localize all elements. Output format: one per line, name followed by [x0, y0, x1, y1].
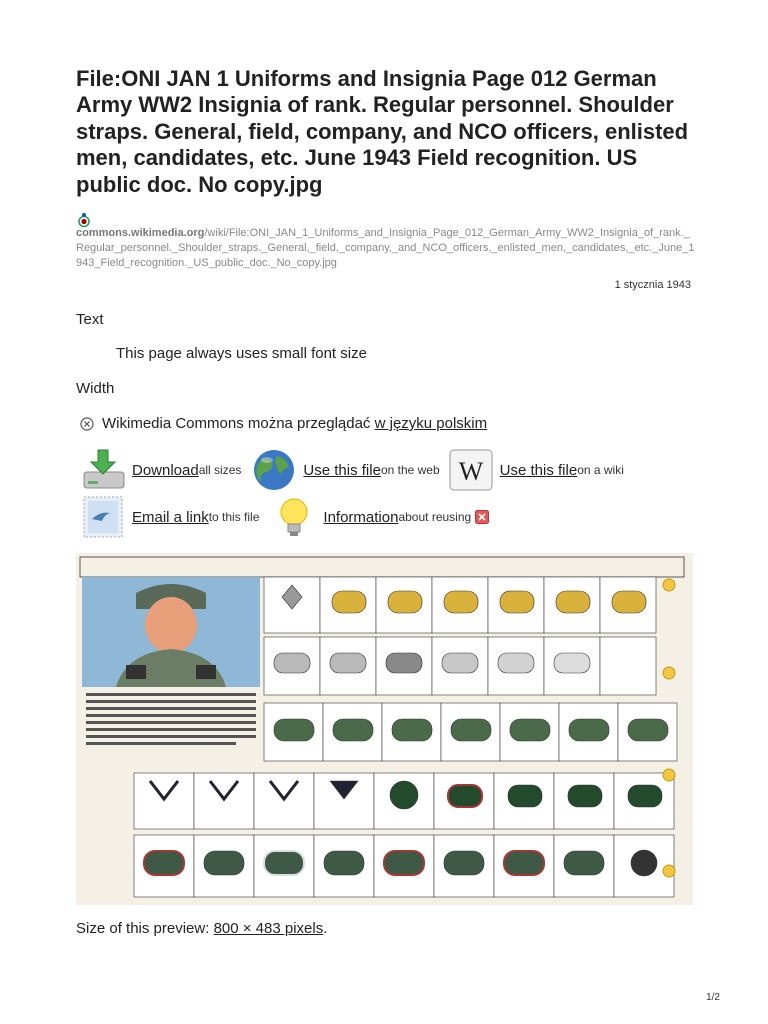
info-sub: about reusing: [398, 510, 472, 524]
enlisted-men-row: [134, 773, 674, 829]
use-wiki-tool[interactable]: [448, 448, 624, 492]
soldier-illustration: [82, 577, 260, 687]
globe-icon: [251, 448, 297, 492]
use-web-sub: on the web: [380, 463, 440, 477]
close-circle-icon[interactable]: [80, 417, 94, 431]
page-title: File:ONI JAN 1 Uniforms and Insignia Page 012 German Army WW2 Insignia of rank. Regular personnel. Shoulder straps. General, field, company, and NCO officers, enlisted men, candidates, etc. June 1943 Field recognition. US public doc. No copy.jpg: [76, 66, 689, 197]
lightbulb-icon: [271, 495, 317, 539]
tools-row-2: [80, 495, 489, 539]
use-web-link[interactable]: Use this file: [303, 461, 381, 479]
email-link[interactable]: Email a link: [132, 508, 209, 526]
download-link[interactable]: Download: [132, 461, 199, 479]
download-sub: all sizes: [198, 463, 242, 477]
wikipedia-w-icon: [448, 448, 494, 492]
header-band: [80, 557, 684, 577]
language-link[interactable]: w języku polskim: [374, 415, 488, 432]
info-tool[interactable]: [271, 495, 489, 539]
language-notice-text: Wikimedia Commons można przeglądać: [102, 415, 371, 432]
download-drive-icon: [80, 448, 126, 492]
use-wiki-sub: on a wiki: [577, 463, 624, 477]
nco-row: [264, 703, 677, 761]
use-web-tool[interactable]: [251, 448, 439, 492]
source-url[interactable]: [76, 226, 696, 271]
preview-size-link[interactable]: 800 × 483 pixels: [213, 920, 324, 937]
text-label: Text: [76, 311, 104, 328]
stamp-envelope-icon: [80, 495, 126, 539]
email-tool[interactable]: [80, 495, 259, 539]
use-wiki-link[interactable]: Use this file: [499, 461, 578, 479]
svg-text:W: W: [458, 457, 483, 486]
insignia-preview-image[interactable]: [76, 553, 693, 905]
page-number: 1/2: [706, 992, 720, 1003]
language-notice: [80, 415, 487, 432]
preview-size-label: Size of this preview:: [76, 920, 210, 937]
source-path: /wiki/File:ONI_JAN_1_Uniforms_and_Insignia_Page_012_German_Army_WW2_Insignia_of_rank._Regular_personnel._Shoulder_straps._General,_field,_company,_and_NCO_officers,_enlisted_men,_candidates,_etc._June_1943_Field_recognition._US_public_doc._No_copy.jpg: [76, 227, 695, 269]
preview-size-suffix: .: [323, 920, 328, 937]
candidates-row: [134, 835, 674, 897]
source-domain: commons.wikimedia.org: [76, 227, 205, 239]
close-red-icon[interactable]: [475, 510, 489, 524]
width-label: Width: [76, 380, 115, 397]
small-font-note: This page always uses small font size: [116, 345, 367, 362]
tools-row-1: [80, 448, 624, 492]
email-sub: to this file: [208, 510, 260, 524]
field-company-officers-row: [264, 637, 656, 695]
info-link[interactable]: Information: [323, 508, 399, 526]
download-tool[interactable]: [80, 448, 241, 492]
general-officers-row: [264, 577, 656, 633]
preview-size-line: [76, 920, 327, 937]
file-date: 1 stycznia 1943: [614, 279, 691, 291]
